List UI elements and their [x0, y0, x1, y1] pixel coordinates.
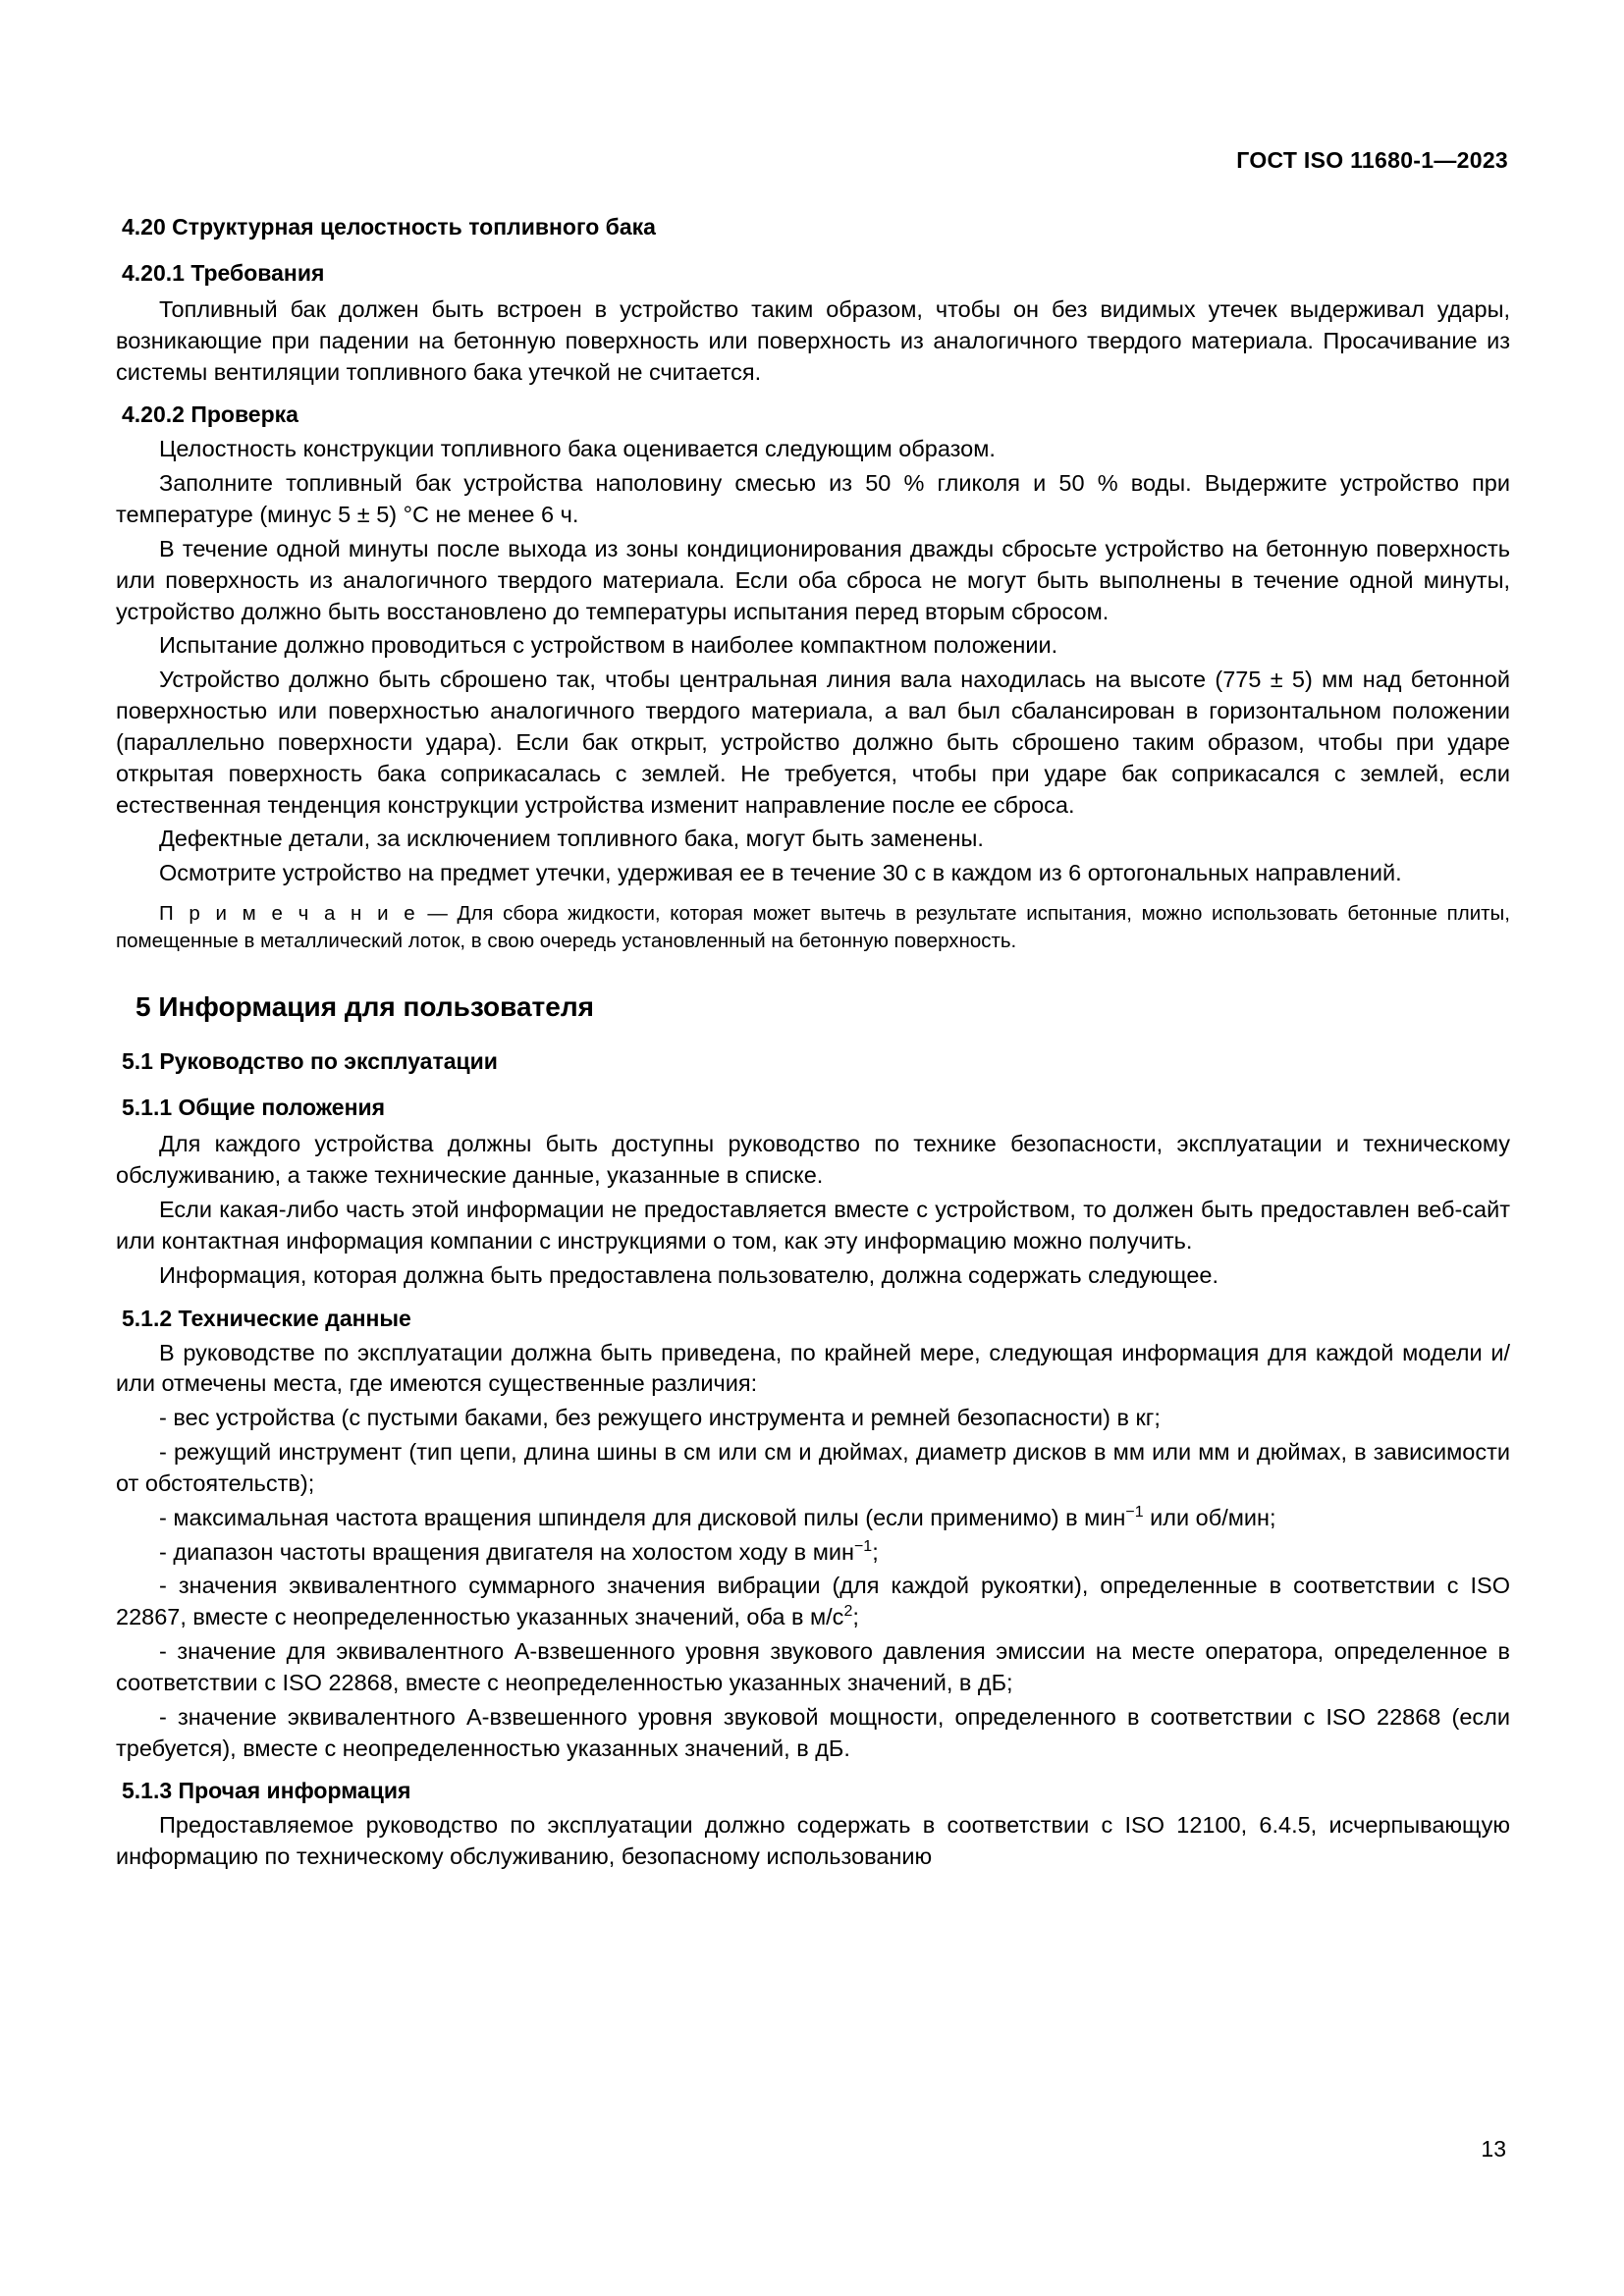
superscript-exponent: −1 [853, 1537, 873, 1555]
note-text: — Для сбора жидкости, которая может вытечь в результате испытания, можно использовать бетонные плиты, помещенные в металлический лоток, в свою очередь установленный на бетонную поверхность. [116, 902, 1510, 952]
list-item-5-1-2-1: - вес устройства (с пустыми баками, без режущего инструмента и ремней безопасности) в кг; [159, 1405, 1161, 1431]
paragraph-5-1-1-3: Информация, которая должна быть предоставлена пользователю, должна содержать следующее. [159, 1261, 1219, 1288]
page-content [116, 214, 1510, 1873]
heading-5-1-1: 5.1.1 Общие положения [122, 1095, 386, 1121]
heading-5-1-3: 5.1.3 Прочая информация [122, 1778, 411, 1804]
heading-5-1-2: 5.1.2 Технические данные [122, 1305, 411, 1331]
paragraph-4-20-2-7: Осмотрите устройство на предмет утечки, удерживая ее в течение 30 с в каждом из 6 ортогональных направлений. [159, 860, 1402, 886]
heading-4-20-2: 4.20.2 Проверка [122, 401, 298, 428]
paragraph-4-20-2-4: Испытание должно проводиться с устройством в наиболее компактном положении. [159, 632, 1058, 659]
paragraph-4-20-1-1: Топливный бак должен быть встроен в устройство таким образом, чтобы он без видимых утечек выдерживал удары, возникающие при падении на бетонную поверхность или поверхность из аналогичного твердого материала. Просачивание из системы вентиляции топливного бака утечкой не считается. [116, 296, 1510, 385]
paragraph-4-20-2-3: В течение одной минуты после выхода из зоны кондиционирования дважды сбросьте устройство на бетонную поверхность или поверхность из аналогичного твердого материала. Если оба сброса не могут быть выполнены в течение одной минуты, устройство должно быть восстановлено до температуры испытания перед вторым сбросом. [116, 535, 1510, 624]
note-4-20-2 [116, 900, 1510, 954]
list-item-text-tail: ; [872, 1538, 879, 1565]
list-item-5-1-2-5 [116, 1571, 1510, 1633]
heading-section-5-wrap [116, 991, 1510, 1023]
paragraph-5-1-3-1: Предоставляемое руководство по эксплуатации должно содержать в соответствии с ISO 12100, 6.4.5, исчерпывающую информацию по техническому обслуживанию, безопасному использованию [116, 1812, 1510, 1870]
list-item-text: - диапазон частоты вращения двигателя на холостом ходу в мин [159, 1538, 854, 1565]
list-item-text: - максимальная частота вращения шпинделя для дисковой пилы (если применимо) в мин [159, 1504, 1126, 1530]
list-item-text: - значения эквивалентного суммарного значения вибрации (для каждой рукоятки), определенные в соответствии с ISO 22867, вместе с неопределенностью указанных значений, оба в м/с [116, 1573, 1510, 1630]
superscript-exponent: −1 [1125, 1503, 1144, 1521]
paragraph-4-20-2-1: Целостность конструкции топливного бака оценивается следующим образом. [159, 436, 996, 462]
list-item-5-1-2-3 [116, 1503, 1510, 1534]
paragraph-4-20-2-6: Дефектные детали, за исключением топливного бака, могут быть заменены. [159, 826, 984, 852]
page-header-standard-id: ГОСТ ISO 11680-1—2023 [1236, 147, 1508, 173]
paragraph-4-20-2-2: Заполните топливный бак устройства наполовину смесью из 50 % гликоля и 50 % воды. Выдержите устройство при температуре (минус 5 ± 5) °C не менее 6 ч. [116, 470, 1510, 528]
superscript-exponent: 2 [843, 1603, 853, 1621]
list-item-5-1-2-6: - значение для эквивалентного А-взвешенного уровня звукового давления эмиссии на месте оператора, определенное в соответствии с ISO 22868, вместе с неопределенностью указанных значений, в дБ; [116, 1638, 1510, 1695]
note-label: П р и м е ч а н и е [159, 902, 418, 926]
paragraph-4-20-2-5: Устройство должно быть сброшено так, чтобы центральная линия вала находилась на высоте (775 ± 5) мм над бетонной поверхностью или поверхностью аналогичного твердого материала, а вал был сбалансирован в горизонтальном положении (параллельно поверхности удара). Если бак открыт, устройство должно быть сброшено таким образом, чтобы при ударе открытая поверхность бака соприкасалась с землей. Не требуется, чтобы при ударе бак соприкасался с землей, если естественная тенденция конструкции устройства изменит направление после ее сброса. [116, 667, 1510, 818]
paragraph-5-1-2-1: В руководстве по эксплуатации должна быть приведена, по крайней мере, следующая информация для каждой модели и/или отмечены места, где имеются существенные различия: [116, 1339, 1510, 1397]
heading-5-1: 5.1 Руководство по эксплуатации [122, 1048, 498, 1075]
paragraph-5-1-1-2: Если какая-либо часть этой информации не предоставляется вместе с устройством, то должен быть предоставлен веб-сайт или контактная информация компании с инструкциями о том, как эту информацию можно получить. [116, 1197, 1510, 1254]
list-item-5-1-2-4 [116, 1537, 1510, 1569]
page-number: 13 [1481, 2136, 1506, 2162]
list-item-5-1-2-2: - режущий инструмент (тип цепи, длина шины в см или см и дюймах, диаметр дисков в мм или мм и дюймах, в зависимости от обстоятельств); [116, 1439, 1510, 1496]
list-item-text-tail: ; [852, 1604, 859, 1630]
heading-4-20: 4.20 Структурная целостность топливного бака [122, 214, 656, 240]
list-item-text-tail: или об/мин; [1143, 1504, 1276, 1530]
paragraph-5-1-1-1: Для каждого устройства должны быть доступны руководство по технике безопасности, эксплуатации и техническому обслуживанию, а также технические данные, указанные в списке. [116, 1131, 1510, 1189]
heading-4-20-1: 4.20.1 Требования [122, 260, 325, 286]
list-item-5-1-2-7: - значение эквивалентного А-взвешенного уровня звуковой мощности, определенного в соответствии с ISO 22868 (если требуется), вместе с неопределенностью указанных значений, в дБ. [116, 1703, 1510, 1761]
heading-section-5: 5 Информация для пользователя [135, 991, 594, 1023]
